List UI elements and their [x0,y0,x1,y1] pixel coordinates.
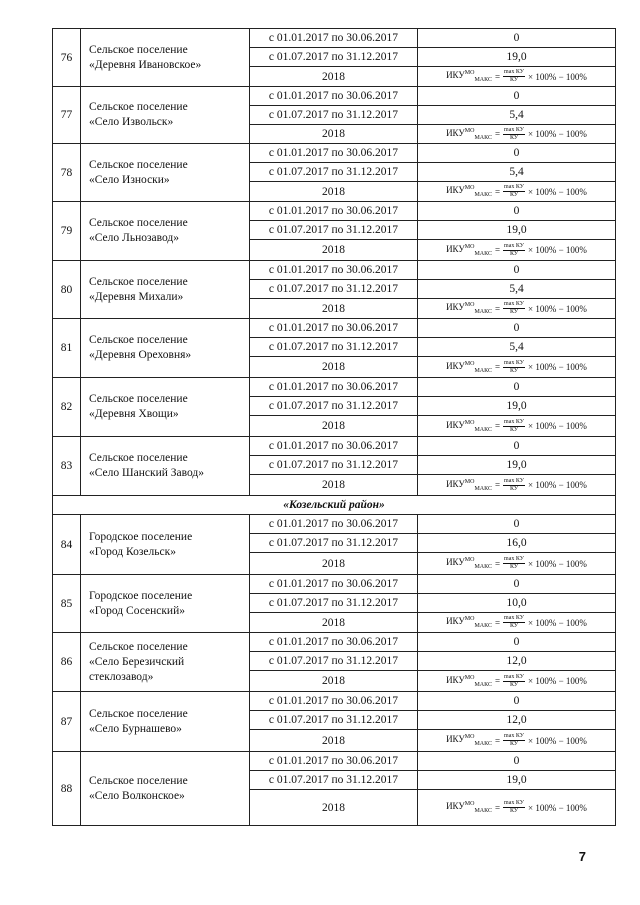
formula-fraction: $\frac{\text{max КУ}}{КУ}$ [504,477,525,492]
year-cell: 2018 [250,357,418,378]
value-first-half: 0 [418,575,616,594]
formula-cell [418,125,616,144]
max-index-formula: $ИКУ^{МО}_{МАКС}$ = $\frac{\text{max КУ}}{КУ}$ × 100% − 100% [446,556,587,570]
formula-fraction: $\frac{\text{max КУ}}{КУ}$ [504,673,525,688]
row-number: 87 [53,692,81,752]
value-first-half: 0 [418,202,616,221]
settlement-title: «Село Шанский Завод» [89,467,204,479]
value-second-half: 16,0 [418,534,616,553]
year-cell: 2018 [250,553,418,575]
period-second-half: с 01.07.2017 по 31.12.2017 [250,163,418,182]
period-first-half: с 01.01.2017 по 30.06.2017 [250,633,418,652]
settlement-type: Сельское поселение [89,640,188,653]
value-first-half: 0 [418,633,616,652]
period-first-half: с 01.01.2017 по 30.06.2017 [250,575,418,594]
value-second-half: 19,0 [418,456,616,475]
value-first-half: 0 [418,515,616,534]
table-row [53,378,616,397]
year-cell: 2018 [250,790,418,826]
value-second-half: 5,4 [418,338,616,357]
row-number: 82 [53,378,81,437]
year-cell: 2018 [250,125,418,144]
max-index-formula: $ИКУ^{МО}_{МАКС}$ = $\frac{\text{max КУ}}{КУ}$ × 100% − 100% [446,673,587,688]
period-second-half: с 01.07.2017 по 31.12.2017 [250,711,418,730]
settlement-name [81,202,250,261]
formula-cell [418,553,616,575]
year-cell: 2018 [250,671,418,692]
max-index-formula: $ИКУ^{МО}_{МАКС}$ = $\frac{\text{max КУ}}{КУ}$ × 100% − 100% [446,301,587,315]
formula-cell [418,416,616,437]
value-first-half: 0 [418,29,616,48]
value-first-half: 0 [418,378,616,397]
row-number: 80 [53,261,81,319]
table-row [53,515,616,534]
settlement-name [81,319,250,378]
settlement-title: «Город Козельск» [89,545,176,558]
max-index-formula: $ИКУ^{МО}_{МАКС}$ = $\frac{\text{max КУ}}{КУ}$ × 100% − 100% [446,418,587,433]
formula-cell [418,790,616,826]
row-number: 77 [53,87,81,144]
period-first-half: с 01.01.2017 по 30.06.2017 [250,752,418,771]
period-second-half: с 01.07.2017 по 31.12.2017 [250,397,418,416]
period-second-half: с 01.07.2017 по 31.12.2017 [250,534,418,553]
row-number: 85 [53,575,81,633]
value-second-half: 5,4 [418,163,616,182]
period-first-half: с 01.01.2017 по 30.06.2017 [250,29,418,48]
value-second-half: 19,0 [418,397,616,416]
settlement-name [81,29,250,87]
settlement-type: Сельское поселение [89,158,188,171]
settlement-type: Сельское поселение [89,707,188,720]
settlement-title: «Село Бурнашево» [89,722,182,735]
period-second-half: с 01.07.2017 по 31.12.2017 [250,106,418,125]
settlement-name [81,87,250,144]
table-row [53,202,616,221]
value-second-half: 5,4 [418,280,616,299]
settlement-type: Сельское поселение [89,774,188,787]
formula-cell [418,182,616,202]
period-second-half: с 01.07.2017 по 31.12.2017 [250,280,418,299]
settlement-type: Сельское поселение [89,275,188,288]
period-first-half: с 01.01.2017 по 30.06.2017 [250,692,418,711]
max-index-formula: $ИКУ^{МО}_{МАКС}$ = $\frac{\text{max КУ}}{КУ}$ × 100% − 100% [446,359,587,374]
formula-cell [418,475,616,496]
settlement-title: «Деревня Ивановское» [89,58,202,71]
period-first-half: с 01.01.2017 по 30.06.2017 [250,437,418,456]
row-number: 79 [53,202,81,261]
table-row [53,752,616,771]
formula-fraction: $\frac{\text{max КУ}}{КУ}$ [504,301,525,315]
formula-fraction: $\frac{\text{max КУ}}{КУ}$ [504,556,525,570]
period-second-half: с 01.07.2017 по 31.12.2017 [250,221,418,240]
value-second-half: 19,0 [418,221,616,240]
value-first-half: 0 [418,437,616,456]
max-index-formula: $ИКУ^{МО}_{МАКС}$ = $\frac{\text{max КУ}}{КУ}$ × 100% − 100% [446,477,587,492]
formula-fraction: $\frac{\text{max КУ}}{КУ}$ [504,800,525,814]
table-row [53,437,616,456]
value-second-half: 19,0 [418,48,616,67]
period-second-half: с 01.07.2017 по 31.12.2017 [250,338,418,357]
max-index-formula: $ИКУ^{МО}_{МАКС}$ = $\frac{\text{max КУ}}{КУ}$ × 100% − 100% [446,69,587,83]
period-first-half: с 01.01.2017 по 30.06.2017 [250,319,418,338]
settlement-type: Городское поселение [89,530,193,543]
max-index-formula: $ИКУ^{МО}_{МАКС}$ = $\frac{\text{max КУ}}{КУ}$ × 100% − 100% [446,242,587,257]
row-number: 78 [53,144,81,202]
formula-fraction: $\frac{\text{max КУ}}{КУ}$ [504,359,525,374]
max-index-formula: $ИКУ^{МО}_{МАКС}$ = $\frac{\text{max КУ}}{КУ}$ × 100% − 100% [446,615,587,629]
period-second-half: с 01.07.2017 по 31.12.2017 [250,594,418,613]
formula-cell [418,67,616,87]
settlement-type: Сельское поселение [89,393,188,405]
settlement-name [81,575,250,633]
formula-fraction: $\frac{\text{max КУ}}{КУ}$ [504,242,525,257]
table-section-b [53,515,616,826]
formula-fraction: $\frac{\text{max КУ}}{КУ}$ [504,184,525,198]
settlement-name [81,437,250,496]
settlement-name [81,633,250,692]
period-second-half: с 01.07.2017 по 31.12.2017 [250,456,418,475]
formula-cell [418,299,616,319]
table-row [53,633,616,652]
settlement-title: «Село Извольск» [89,116,174,128]
value-second-half: 12,0 [418,711,616,730]
value-first-half: 0 [418,87,616,106]
period-first-half: с 01.01.2017 по 30.06.2017 [250,144,418,163]
formula-cell [418,613,616,633]
period-second-half: с 01.07.2017 по 31.12.2017 [250,771,418,790]
settlement-title: «Село Износки» [89,173,170,186]
period-first-half: с 01.01.2017 по 30.06.2017 [250,378,418,397]
formula-cell [418,240,616,261]
max-index-formula: $ИКУ^{МО}_{МАКС}$ = $\frac{\text{max КУ}}{КУ}$ × 100% − 100% [446,800,587,814]
formula-fraction: $\frac{\text{max КУ}}{КУ}$ [504,69,525,83]
settlement-name [81,752,250,826]
settlement-name [81,261,250,319]
value-second-half: 5,4 [418,106,616,125]
page-number: 7 [578,849,586,864]
formula-cell [418,671,616,692]
row-number: 81 [53,319,81,378]
year-cell: 2018 [250,299,418,319]
settlement-type: Сельское поселение [89,43,188,56]
table-row [53,261,616,280]
year-cell: 2018 [250,475,418,496]
max-index-formula: $ИКУ^{МО}_{МАКС}$ = $\frac{\text{max КУ}}{КУ}$ × 100% − 100% [446,184,587,198]
value-first-half: 0 [418,319,616,338]
period-first-half: с 01.01.2017 по 30.06.2017 [250,515,418,534]
period-first-half: с 01.01.2017 по 30.06.2017 [250,202,418,221]
formula-fraction: $\frac{\text{max КУ}}{КУ}$ [504,615,525,629]
settlement-type: Сельское поселение [89,334,188,346]
row-number: 83 [53,437,81,496]
settlement-name [81,692,250,752]
formula-fraction: $\frac{\text{max КУ}}{КУ}$ [504,733,525,747]
value-second-half: 12,0 [418,652,616,671]
district-section [53,496,616,515]
settlement-name [81,378,250,437]
row-number: 86 [53,633,81,692]
table-row [53,319,616,338]
table-row [53,575,616,594]
value-second-half: 19,0 [418,771,616,790]
formula-fraction: $\frac{\text{max КУ}}{КУ}$ [504,126,525,141]
value-first-half: 0 [418,752,616,771]
year-cell: 2018 [250,240,418,261]
max-index-formula: $ИКУ^{МО}_{МАКС}$ = $\frac{\text{max КУ}}{КУ}$ × 100% − 100% [446,733,587,747]
period-second-half: с 01.07.2017 по 31.12.2017 [250,48,418,67]
period-first-half: с 01.01.2017 по 30.06.2017 [250,261,418,280]
table-row [53,29,616,48]
settlement-type: Сельское поселение [89,452,188,464]
row-number: 76 [53,29,81,87]
settlement-title: «Село Льнозавод» [89,232,179,244]
table-row [53,144,616,163]
year-cell: 2018 [250,613,418,633]
settlement-title: «Село Волконское» [89,789,185,802]
value-first-half: 0 [418,692,616,711]
period-first-half: с 01.01.2017 по 30.06.2017 [250,87,418,106]
settlement-type: Сельское поселение [89,101,188,113]
settlement-title: «Деревня Хвощи» [89,408,179,420]
settlement-name [81,515,250,575]
district-header-row [53,496,616,515]
settlement-type: Городское поселение [89,589,193,602]
year-cell: 2018 [250,416,418,437]
table-row [53,692,616,711]
value-second-half: 10,0 [418,594,616,613]
formula-cell [418,357,616,378]
year-cell: 2018 [250,730,418,752]
year-cell: 2018 [250,67,418,87]
settlement-title: «Деревня Михали» [89,290,184,303]
district-header: «Козельский район» [53,496,616,515]
max-index-formula: $ИКУ^{МО}_{МАКС}$ = $\frac{\text{max КУ}}{КУ}$ × 100% − 100% [446,126,587,141]
value-first-half: 0 [418,144,616,163]
row-number: 88 [53,752,81,826]
table-row [53,87,616,106]
value-first-half: 0 [418,261,616,280]
year-cell: 2018 [250,182,418,202]
formula-cell [418,730,616,752]
settlement-title: «Деревня Ореховня» [89,349,192,361]
settlement-title: «Город Сосенский» [89,604,185,617]
formula-fraction: $\frac{\text{max КУ}}{КУ}$ [504,418,525,433]
settlement-title: «Село Березичский стеклозавод» [89,655,185,683]
tariff-table [52,28,616,826]
table-section-a [53,29,616,496]
period-second-half: с 01.07.2017 по 31.12.2017 [250,652,418,671]
settlement-name [81,144,250,202]
row-number: 84 [53,515,81,575]
settlement-type: Сельское поселение [89,217,188,229]
